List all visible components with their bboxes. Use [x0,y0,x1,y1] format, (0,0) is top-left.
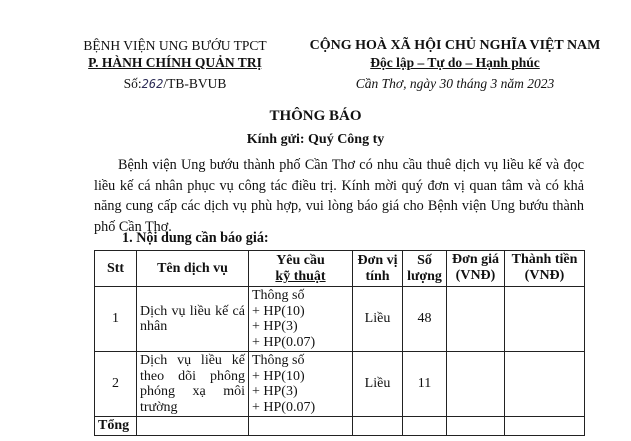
req-line: + HP(10) [252,368,305,384]
col-unit-line1: Đơn vị [357,252,398,268]
col-req-line2: kỹ thuật [275,268,326,284]
total-cell [505,417,585,436]
col-total [505,251,585,287]
section-title: 1. Nội dung cần báo giá: [122,230,269,246]
row-unit: Liều [353,287,403,352]
row-unit-price [447,352,505,417]
req-line: + HP(0.07) [252,334,316,350]
doc-number-handwritten: 262 [141,77,164,91]
col-unit [353,251,403,287]
col-total-line1: Thành tiền [511,252,578,267]
row-quantity: 48 [403,287,447,352]
nation-title: CỘNG HOÀ XÃ HỘI CHỦ NGHĨA VIỆT NAM [309,38,601,53]
row-unit-price [447,287,505,352]
row-total [505,352,585,417]
req-line: Thông số [252,353,305,368]
total-label: Tổng [95,417,137,436]
col-requirement [249,251,353,287]
row-requirement [249,352,353,417]
total-cell [447,417,505,436]
department-text: P. HÀNH CHÍNH QUẢN TRỊ [88,55,262,70]
col-price-line2: (VNĐ) [455,268,496,283]
req-line: + HP(10) [252,303,305,319]
department-name [60,55,290,71]
col-service: Tên dịch vụ [137,251,249,287]
col-total-line2: (VNĐ) [524,268,565,283]
row-total [505,287,585,352]
row-stt: 1 [95,287,137,352]
motto-text: Độc lập – Tự do – Hạnh phúc [370,55,540,70]
col-unit-line2: tính [365,268,390,284]
total-cell [403,417,447,436]
row-requirement [249,287,353,352]
col-req-line1: Yêu cầu [276,252,325,268]
table-header-row [95,251,585,287]
hospital-name: BỆNH VIỆN UNG BƯỚU TPCT [83,38,267,53]
row-quantity: 11 [403,352,447,417]
req-line: + HP(3) [252,384,298,399]
quote-table [94,250,585,436]
body-text: Bệnh viện Ung bướu thành phố Cần Thơ có nhu cầu thuê dịch vụ liều kế và đọc liều kế cá nhân phục vụ công tác điều trị. Kính mời quý đơn vị quan tâm và có khả năng cung cấp các dịch vụ phù hợp, vui lòng báo giá cho Bệnh viện Ung bướu thành phố Cần Thơ. [94,157,584,235]
doc-number-prefix: Số: [123,76,142,91]
document-title: THÔNG BÁO [269,108,362,124]
col-price-line1: Đơn giá [451,252,500,267]
row-unit: Liều [353,352,403,417]
body-paragraph [94,155,584,237]
col-unit-price [447,251,505,287]
place-date: Cần Thơ, ngày 30 tháng 3 năm 2023 [355,76,555,91]
req-line: + HP(3) [252,319,298,334]
req-line: Thông số [252,288,305,303]
col-stt: Stt [95,251,137,287]
total-cell [353,417,403,436]
col-quantity [403,251,447,287]
col-qty-line2: lượng [407,268,442,284]
row-service: Dịch vụ liều kế theo dõi phông phóng xạ môi trường [137,352,249,417]
national-motto [290,55,620,71]
table-row [95,352,585,417]
doc-number-suffix: /TB-BVUB [163,76,227,91]
req-line: + HP(0.07) [252,399,316,415]
greeting: Kính gửi: Quý Công ty [246,132,385,147]
table-row [95,287,585,352]
total-cell [137,417,249,436]
row-stt: 2 [95,352,137,417]
row-service: Dịch vụ liều kế cá nhân [137,287,249,352]
col-qty-line1: Số [417,252,432,268]
document-number [60,76,290,92]
table-total-row [95,417,585,436]
total-cell [249,417,353,436]
